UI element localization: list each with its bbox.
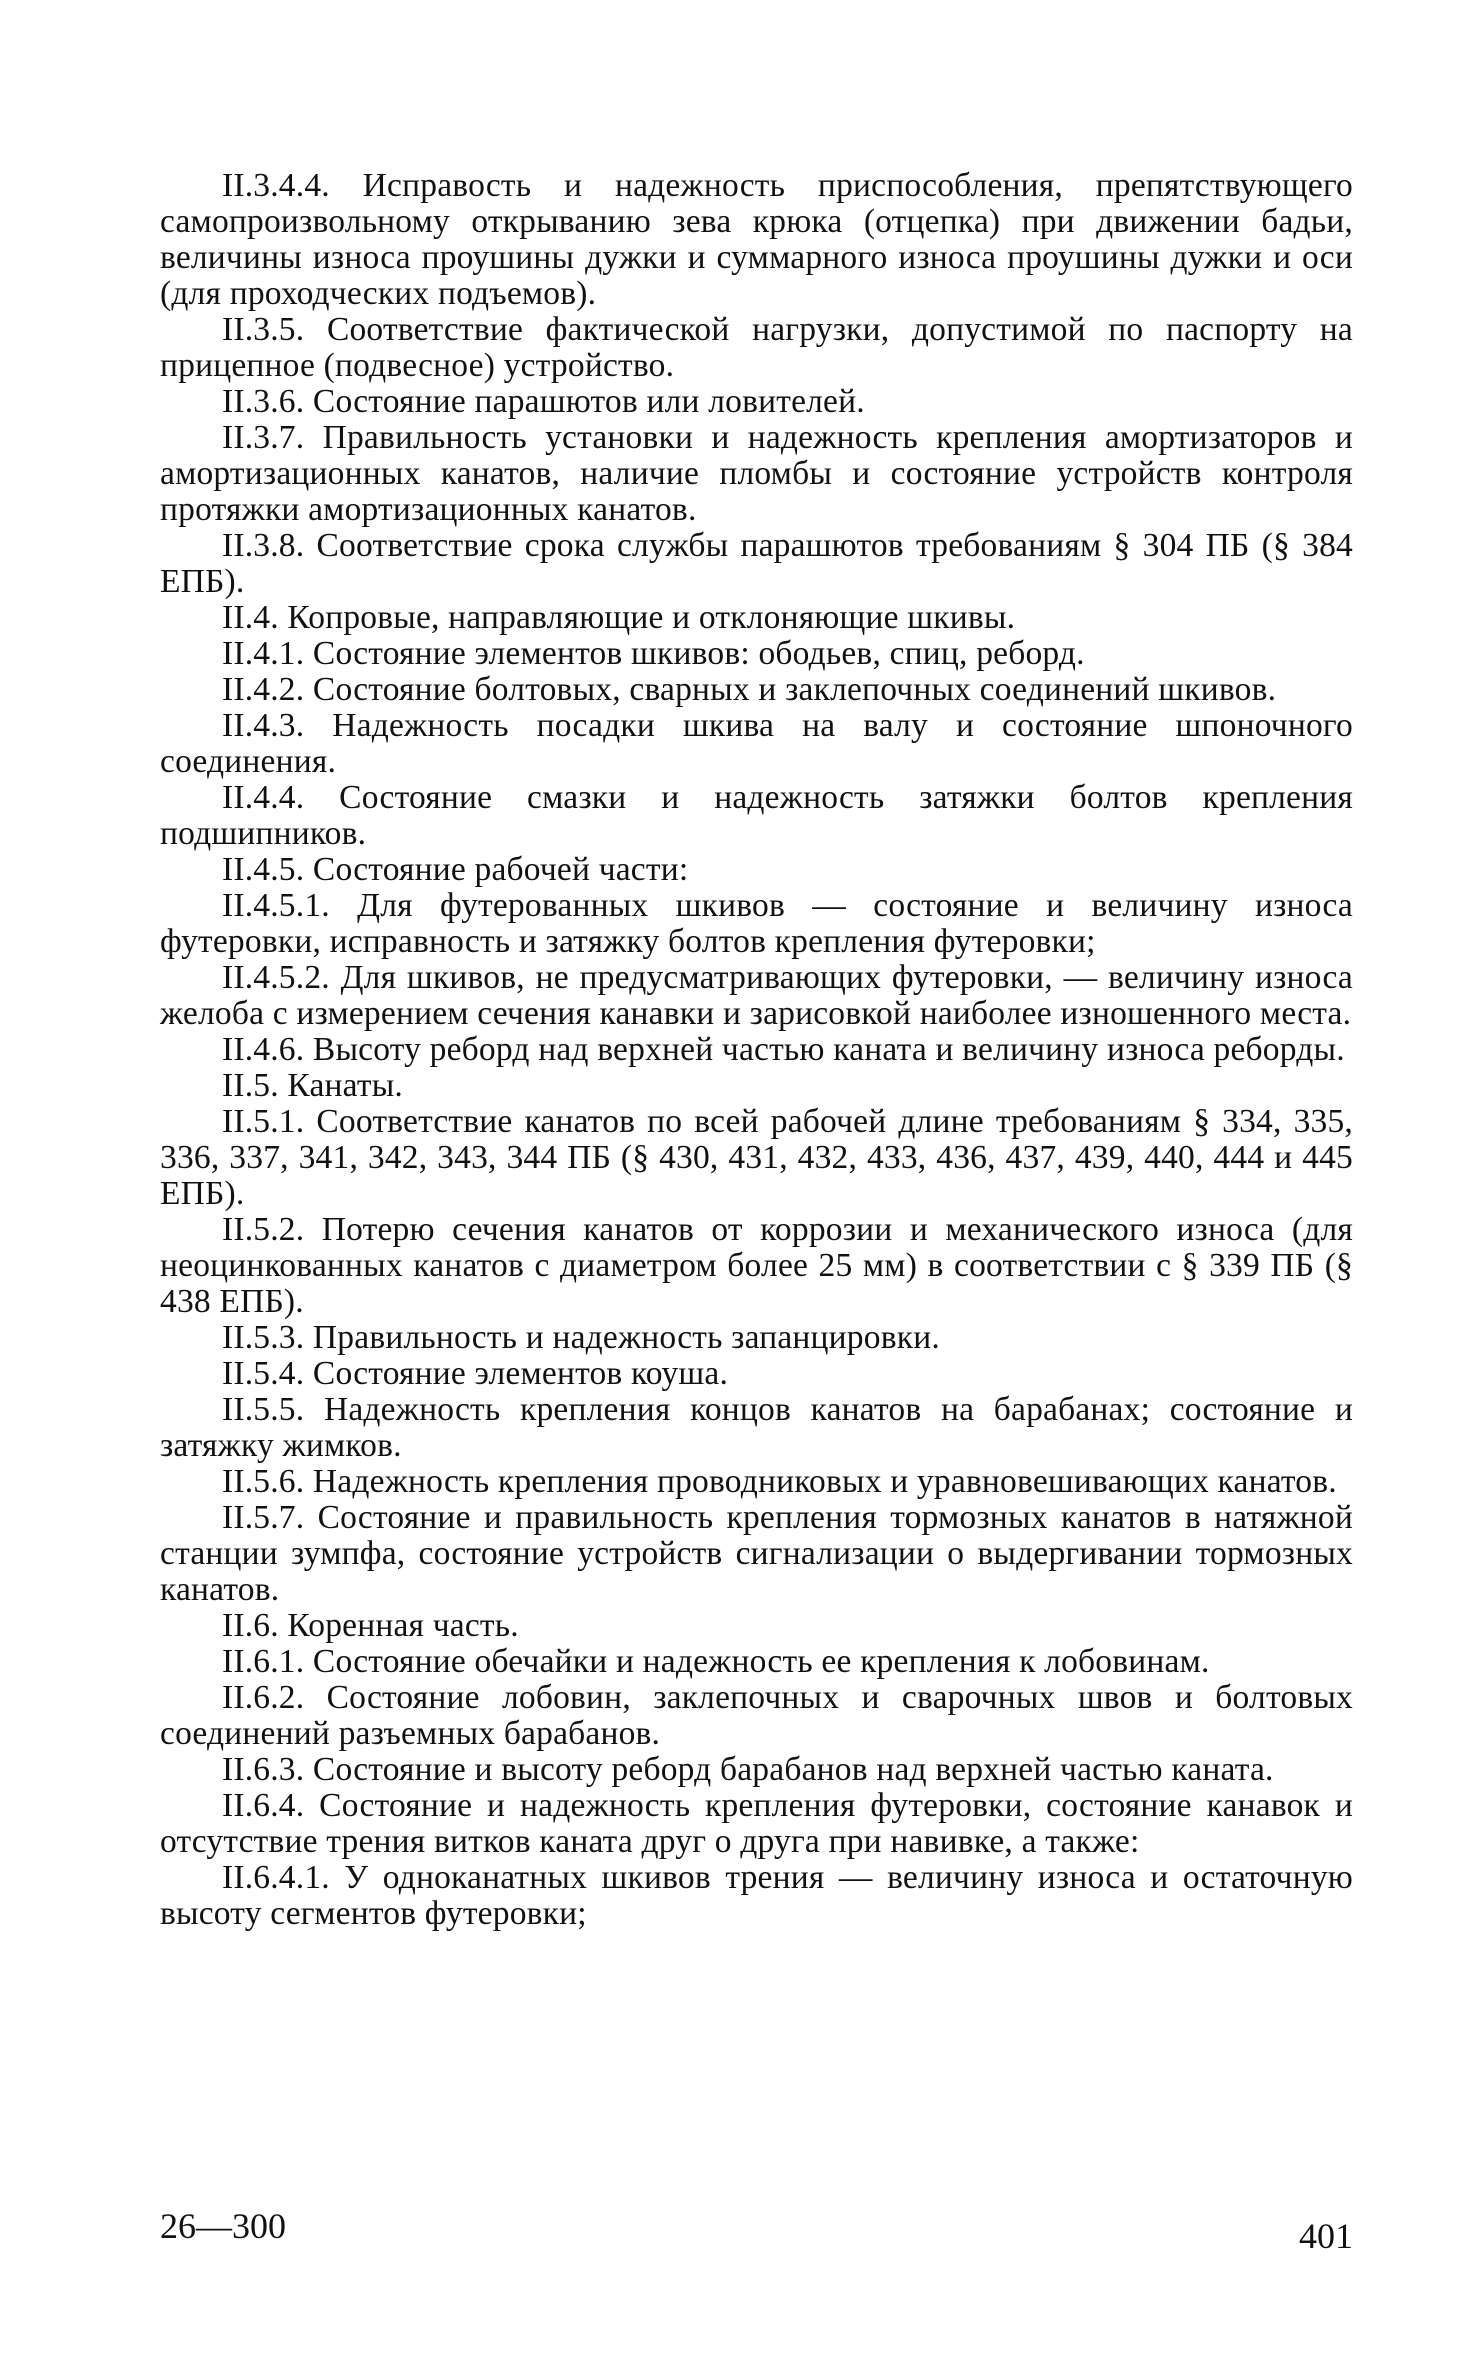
paragraph: II.5.7. Состояние и правильность крепления тормозных канатов в натяжной станции зумпфа, состояние устройств сигнализации о выдергивании тормозных канатов. [160,1499,1353,1608]
section-heading: II.6. Коренная часть. [222,1607,519,1644]
paragraph: II.4.5. Состояние рабочей части: [222,851,689,888]
paragraph: II.4.1. Состояние элементов шкивов: ободьев, спиц, реборд. [222,635,1085,672]
paragraph: II.3.4.4. Исправость и надежность приспособления, препятствующего самопроизвольному открыванию зева крюка (отцепка) при движении бадьи, величины износа проушины дужки и суммарного износа проушины дужки и оси (для проходческих подъемов). [160,167,1353,312]
paragraph: II.5.4. Состояние элементов коуша. [222,1355,729,1392]
page-number: 401 [1299,2216,1353,2256]
paragraph: II.3.7. Правильность установки и надежность крепления амортизаторов и амортизационных канатов, наличие пломбы и состояние устройств контроля протяжки амортизационных канатов. [160,419,1353,528]
paragraph: II.3.8. Соответствие срока службы парашютов требованиям § 304 ПБ (§ 384 ЕПБ). [160,527,1353,600]
paragraph: II.4.5.2. Для шкивов, не предусматривающих футеровки, — величину износа желоба с измерением сечения канавки и зарисовкой наиболее изношенного места. [160,959,1353,1032]
paragraph: II.3.6. Состояние парашютов или ловителей. [222,383,865,420]
paragraph: II.4.2. Состояние болтовых, сварных и заклепочных соединений шкивов. [222,671,1277,708]
section-heading: II.5. Канаты. [222,1067,404,1104]
paragraph: II.5.2. Потерю сечения канатов от коррозии и механического износа (для неоцинкованных канатов с диаметром более 25 мм) в соответствии с § 339 ПБ (§ 438 ЕПБ). [160,1211,1353,1320]
paragraph: II.6.1. Состояние обечайки и надежность ее крепления к лобовинам. [222,1643,1210,1680]
paragraph: II.6.4. Состояние и надежность крепления футеровки, состояние канавок и отсутствие трения витков каната друг о друга при навивке, а также: [160,1787,1353,1860]
paragraph: II.5.3. Правильность и надежность запанцировки. [222,1319,940,1356]
printer-signature: 26—300 [160,2206,286,2246]
paragraph: II.5.6. Надежность крепления проводниковых и уравновешивающих канатов. [222,1463,1337,1500]
paragraph: II.4.5.1. Для футерованных шкивов — состояние и величину износа футеровки, исправность и затяжку болтов крепления футеровки; [160,887,1353,960]
paragraph: II.6.2. Состояние лобовин, заклепочных и сварочных швов и болтовых соединений разъемных барабанов. [160,1679,1353,1752]
paragraph: II.6.4.1. У одноканатных шкивов трения — величину износа и остаточную высоту сегментов футеровки; [160,1859,1353,1932]
paragraph: II.6.3. Состояние и высоту реборд барабанов над верхней частью каната. [222,1751,1274,1788]
paragraph: II.5.5. Надежность крепления концов канатов на барабанах; состояние и затяжку жимков. [160,1391,1353,1464]
section-heading: II.4. Копровые, направляющие и отклоняющие шкивы. [222,599,1016,636]
paragraph: II.4.6. Высоту реборд над верхней частью каната и величину износа реборды. [222,1031,1345,1068]
body-text [160,168,1353,1932]
paragraph: II.5.1. Соответствие канатов по всей рабочей длине требованиям § 334, 335, 336, 337, 341, 342, 343, 344 ПБ (§ 430, 431, 432, 433, 436, 437, 439, 440, 444 и 445 ЕПБ). [160,1103,1353,1212]
paragraph: II.4.3. Надежность посадки шкива на валу и состояние шпоночного соединения. [160,707,1353,780]
paragraph: II.4.4. Состояние смазки и надежность затяжки болтов крепления подшипников. [160,779,1353,852]
paragraph: II.3.5. Соответствие фактической нагрузки, допустимой по паспорту на прицепное (подвесное) устройство. [160,311,1353,384]
